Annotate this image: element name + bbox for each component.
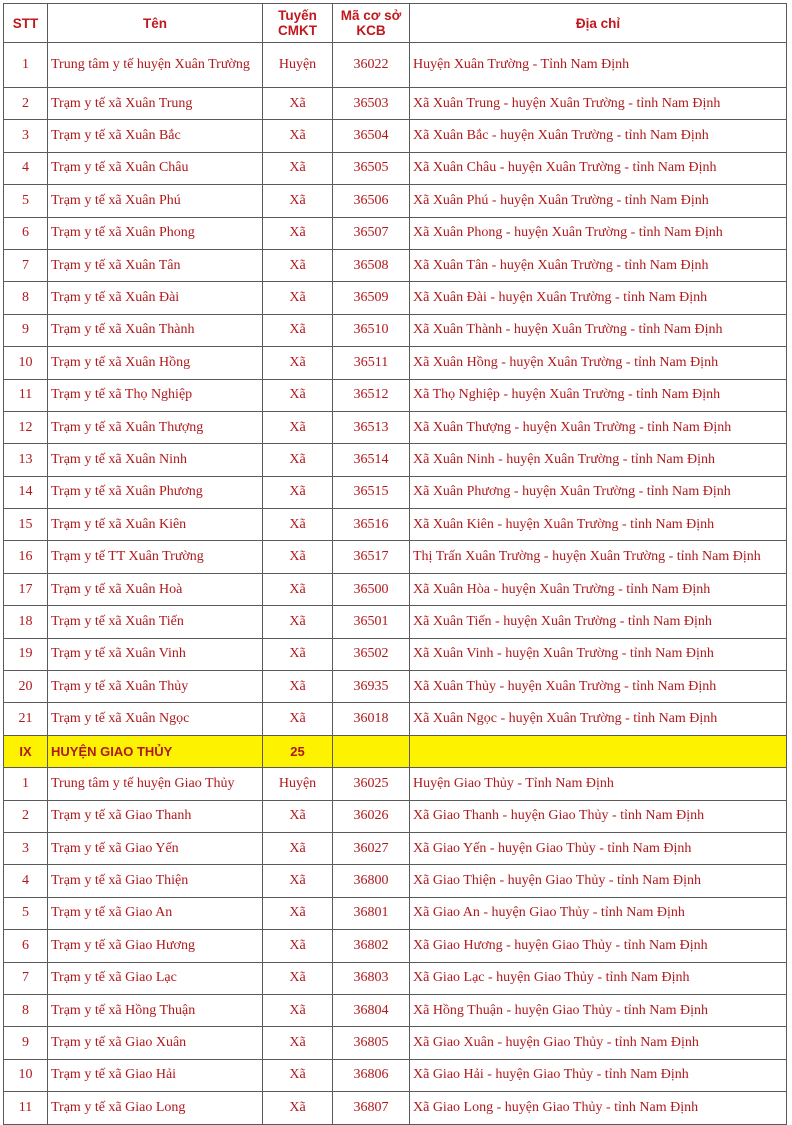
- table-row: [4, 185, 787, 217]
- cell-address: Xã Giao Thiện - huyện Giao Thủy - tỉnh Nam Định: [410, 865, 787, 897]
- cell-level: Xã: [263, 88, 333, 120]
- cell-code: 36504: [333, 120, 410, 152]
- cell-stt: 8: [4, 994, 48, 1026]
- cell-name: Trạm y tế xã Giao An: [48, 897, 263, 929]
- cell-level: Xã: [263, 573, 333, 605]
- cell-stt: 5: [4, 897, 48, 929]
- cell-stt: 15: [4, 509, 48, 541]
- cell-address: Xã Xuân Ninh - huyện Xuân Trường - tỉnh Nam Định: [410, 444, 787, 476]
- cell-name: Trạm y tế xã Giao Hải: [48, 1059, 263, 1091]
- cell-code: 36511: [333, 347, 410, 379]
- cell-address: Huyện Xuân Trường - Tỉnh Nam Định: [410, 43, 787, 88]
- cell-name: Trạm y tế xã Giao Thanh: [48, 800, 263, 832]
- cell-code: 36801: [333, 897, 410, 929]
- cell-name: Trạm y tế xã Xuân Đài: [48, 282, 263, 314]
- cell-code: 36025: [333, 768, 410, 800]
- cell-address: Xã Xuân Vinh - huyện Xuân Trường - tỉnh Nam Định: [410, 638, 787, 670]
- cell-name: Trạm y tế xã Xuân Phú: [48, 185, 263, 217]
- cell-stt: 6: [4, 930, 48, 962]
- header-address: Địa chỉ: [410, 4, 787, 43]
- header-name: Tên: [48, 4, 263, 43]
- cell-level: Xã: [263, 185, 333, 217]
- cell-name: Trạm y tế xã Giao Xuân: [48, 1027, 263, 1059]
- cell-stt: 9: [4, 314, 48, 346]
- table-row: [4, 930, 787, 962]
- cell-code: 36506: [333, 185, 410, 217]
- cell-stt: 10: [4, 347, 48, 379]
- cell-stt: 17: [4, 573, 48, 605]
- cell-code: 36512: [333, 379, 410, 411]
- table-row: [4, 1027, 787, 1059]
- table-row: [4, 832, 787, 864]
- table-row: [4, 88, 787, 120]
- cell-stt: 16: [4, 541, 48, 573]
- cell-level: Xã: [263, 832, 333, 864]
- cell-level: Xã: [263, 314, 333, 346]
- cell-stt: 20: [4, 671, 48, 703]
- section-row: [4, 735, 787, 767]
- cell-level: Xã: [263, 1092, 333, 1124]
- cell-stt: 13: [4, 444, 48, 476]
- cell-code: 36507: [333, 217, 410, 249]
- header-level: Tuyến CMKT: [263, 4, 333, 43]
- cell-code: 36800: [333, 865, 410, 897]
- cell-stt: 4: [4, 865, 48, 897]
- cell-name: Trạm y tế xã Xuân Vinh: [48, 638, 263, 670]
- cell-code: 36935: [333, 671, 410, 703]
- cell-stt: 1: [4, 43, 48, 88]
- cell-address: Xã Giao Hương - huyện Giao Thủy - tỉnh Nam Định: [410, 930, 787, 962]
- cell-address: Xã Giao Hải - huyện Giao Thủy - tỉnh Nam Định: [410, 1059, 787, 1091]
- cell-name: Trạm y tế xã Xuân Tiến: [48, 606, 263, 638]
- cell-name: HUYỆN GIAO THỦY: [48, 735, 263, 767]
- table-row: [4, 541, 787, 573]
- table-row: [4, 217, 787, 249]
- cell-address: Xã Xuân Phong - huyện Xuân Trường - tỉnh Nam Định: [410, 217, 787, 249]
- cell-code: 36500: [333, 573, 410, 605]
- cell-level: Xã: [263, 379, 333, 411]
- table-row: [4, 703, 787, 735]
- cell-code: 36026: [333, 800, 410, 832]
- cell-level: Xã: [263, 703, 333, 735]
- cell-name: Trạm y tế xã Xuân Châu: [48, 152, 263, 184]
- cell-code: 36802: [333, 930, 410, 962]
- cell-stt: 14: [4, 476, 48, 508]
- cell-address: [410, 735, 787, 767]
- cell-name: Trạm y tế xã Xuân Hoà: [48, 573, 263, 605]
- cell-level: Xã: [263, 541, 333, 573]
- table-row: [4, 671, 787, 703]
- cell-stt: 7: [4, 962, 48, 994]
- cell-name: Trạm y tế xã Giao Thiện: [48, 865, 263, 897]
- cell-code: 36805: [333, 1027, 410, 1059]
- cell-name: Trạm y tế xã Xuân Thủy: [48, 671, 263, 703]
- cell-address: Huyện Giao Thủy - Tỉnh Nam Định: [410, 768, 787, 800]
- table-row: [4, 152, 787, 184]
- cell-code: 36501: [333, 606, 410, 638]
- cell-level: Xã: [263, 962, 333, 994]
- table-row: [4, 476, 787, 508]
- cell-name: Trạm y tế xã Xuân Trung: [48, 88, 263, 120]
- table-row: [4, 444, 787, 476]
- table-row: [4, 282, 787, 314]
- cell-name: Trạm y tế xã Giao Lạc: [48, 962, 263, 994]
- cell-level: Huyện: [263, 43, 333, 88]
- cell-level: Xã: [263, 509, 333, 541]
- cell-address: Xã Giao Long - huyện Giao Thủy - tỉnh Nam Định: [410, 1092, 787, 1124]
- cell-stt: 18: [4, 606, 48, 638]
- cell-address: Xã Xuân Châu - huyện Xuân Trường - tỉnh Nam Định: [410, 152, 787, 184]
- cell-code: 36513: [333, 411, 410, 443]
- cell-stt: 7: [4, 249, 48, 281]
- cell-code: 36806: [333, 1059, 410, 1091]
- cell-code: 36514: [333, 444, 410, 476]
- cell-address: Xã Xuân Thành - huyện Xuân Trường - tỉnh Nam Định: [410, 314, 787, 346]
- table-row: [4, 606, 787, 638]
- cell-stt: 21: [4, 703, 48, 735]
- cell-level: Xã: [263, 411, 333, 443]
- cell-level: Xã: [263, 800, 333, 832]
- cell-name: Trung tâm y tế huyện Giao Thủy: [48, 768, 263, 800]
- cell-level: Huyện: [263, 768, 333, 800]
- cell-address: Xã Giao Thanh - huyện Giao Thủy - tỉnh Nam Định: [410, 800, 787, 832]
- cell-code: [333, 735, 410, 767]
- cell-address: Xã Giao Lạc - huyện Giao Thủy - tỉnh Nam Định: [410, 962, 787, 994]
- cell-name: Trạm y tế TT Xuân Trường: [48, 541, 263, 573]
- table-row: [4, 573, 787, 605]
- table-row: [4, 1092, 787, 1124]
- cell-code: 36505: [333, 152, 410, 184]
- cell-stt: 9: [4, 1027, 48, 1059]
- cell-stt: 8: [4, 282, 48, 314]
- cell-name: Trạm y tế xã Xuân Hồng: [48, 347, 263, 379]
- cell-code: 36503: [333, 88, 410, 120]
- cell-address: Xã Xuân Đài - huyện Xuân Trường - tỉnh Nam Định: [410, 282, 787, 314]
- cell-address: Xã Xuân Thượng - huyện Xuân Trường - tỉnh Nam Định: [410, 411, 787, 443]
- cell-level: Xã: [263, 120, 333, 152]
- cell-level: Xã: [263, 217, 333, 249]
- table-header-row: [4, 4, 787, 43]
- cell-stt: 6: [4, 217, 48, 249]
- cell-address: Thị Trấn Xuân Trường - huyện Xuân Trường - tỉnh Nam Định: [410, 541, 787, 573]
- cell-name: Trạm y tế xã Xuân Phong: [48, 217, 263, 249]
- table-row: [4, 994, 787, 1026]
- cell-name: Trạm y tế xã Xuân Tân: [48, 249, 263, 281]
- cell-address: Xã Giao An - huyện Giao Thủy - tỉnh Nam Định: [410, 897, 787, 929]
- cell-name: Trạm y tế xã Xuân Thành: [48, 314, 263, 346]
- cell-level: Xã: [263, 606, 333, 638]
- cell-level: Xã: [263, 444, 333, 476]
- table-row: [4, 638, 787, 670]
- cell-address: Xã Xuân Ngọc - huyện Xuân Trường - tỉnh Nam Định: [410, 703, 787, 735]
- cell-stt: 2: [4, 88, 48, 120]
- cell-level: Xã: [263, 1059, 333, 1091]
- table-row: [4, 897, 787, 929]
- cell-name: Trạm y tế xã Giao Yến: [48, 832, 263, 864]
- cell-name: Trung tâm y tế huyện Xuân Trường: [48, 43, 263, 88]
- cell-level: Xã: [263, 671, 333, 703]
- table-row: [4, 865, 787, 897]
- cell-address: Xã Giao Xuân - huyện Giao Thủy - tỉnh Nam Định: [410, 1027, 787, 1059]
- cell-code: 36803: [333, 962, 410, 994]
- cell-level: Xã: [263, 476, 333, 508]
- cell-code: 36508: [333, 249, 410, 281]
- cell-stt: IX: [4, 735, 48, 767]
- cell-name: Trạm y tế xã Hồng Thuận: [48, 994, 263, 1026]
- cell-name: Trạm y tế xã Xuân Bắc: [48, 120, 263, 152]
- cell-address: Xã Xuân Hòa - huyện Xuân Trường - tỉnh Nam Định: [410, 573, 787, 605]
- cell-stt: 19: [4, 638, 48, 670]
- cell-stt: 5: [4, 185, 48, 217]
- cell-name: Trạm y tế xã Giao Hương: [48, 930, 263, 962]
- cell-stt: 2: [4, 800, 48, 832]
- cell-code: 36804: [333, 994, 410, 1026]
- cell-code: 36509: [333, 282, 410, 314]
- cell-address: Xã Xuân Trung - huyện Xuân Trường - tỉnh Nam Định: [410, 88, 787, 120]
- cell-code: 36018: [333, 703, 410, 735]
- cell-stt: 3: [4, 832, 48, 864]
- cell-code: 36515: [333, 476, 410, 508]
- table-row: [4, 962, 787, 994]
- cell-stt: 3: [4, 120, 48, 152]
- cell-code: 36022: [333, 43, 410, 88]
- table-row: [4, 1059, 787, 1091]
- cell-code: 36502: [333, 638, 410, 670]
- cell-level: Xã: [263, 152, 333, 184]
- facility-table: [3, 3, 787, 1125]
- table-row: [4, 249, 787, 281]
- table-row: [4, 379, 787, 411]
- header-stt: STT: [4, 4, 48, 43]
- cell-level: Xã: [263, 994, 333, 1026]
- cell-address: Xã Xuân Phú - huyện Xuân Trường - tỉnh Nam Định: [410, 185, 787, 217]
- cell-address: Xã Xuân Thủy - huyện Xuân Trường - tỉnh Nam Định: [410, 671, 787, 703]
- cell-code: 36516: [333, 509, 410, 541]
- cell-address: Xã Xuân Hồng - huyện Xuân Trường - tỉnh Nam Định: [410, 347, 787, 379]
- cell-name: Trạm y tế xã Giao Long: [48, 1092, 263, 1124]
- table-row: [4, 43, 787, 88]
- cell-level: Xã: [263, 1027, 333, 1059]
- table-row: [4, 800, 787, 832]
- table-row: [4, 768, 787, 800]
- cell-address: Xã Xuân Bắc - huyện Xuân Trường - tỉnh Nam Định: [410, 120, 787, 152]
- cell-address: Xã Hồng Thuận - huyện Giao Thủy - tỉnh Nam Định: [410, 994, 787, 1026]
- cell-address: Xã Xuân Tiến - huyện Xuân Trường - tỉnh Nam Định: [410, 606, 787, 638]
- cell-code: 36027: [333, 832, 410, 864]
- cell-level: Xã: [263, 930, 333, 962]
- table-row: [4, 120, 787, 152]
- table-row: [4, 347, 787, 379]
- header-code: Mã cơ sở KCB: [333, 4, 410, 43]
- cell-stt: 4: [4, 152, 48, 184]
- table-row: [4, 411, 787, 443]
- cell-name: Trạm y tế xã Xuân Phương: [48, 476, 263, 508]
- table-row: [4, 314, 787, 346]
- cell-address: Xã Xuân Tân - huyện Xuân Trường - tỉnh Nam Định: [410, 249, 787, 281]
- cell-code: 36517: [333, 541, 410, 573]
- cell-level: Xã: [263, 865, 333, 897]
- cell-level: 25: [263, 735, 333, 767]
- cell-address: Xã Xuân Kiên - huyện Xuân Trường - tỉnh Nam Định: [410, 509, 787, 541]
- cell-address: Xã Giao Yến - huyện Giao Thủy - tỉnh Nam Định: [410, 832, 787, 864]
- cell-code: 36510: [333, 314, 410, 346]
- table-row: [4, 509, 787, 541]
- cell-address: Xã Xuân Phương - huyện Xuân Trường - tỉnh Nam Định: [410, 476, 787, 508]
- cell-name: Trạm y tế xã Thọ Nghiệp: [48, 379, 263, 411]
- cell-stt: 11: [4, 379, 48, 411]
- cell-level: Xã: [263, 638, 333, 670]
- cell-stt: 10: [4, 1059, 48, 1091]
- cell-level: Xã: [263, 897, 333, 929]
- cell-name: Trạm y tế xã Xuân Thượng: [48, 411, 263, 443]
- cell-stt: 1: [4, 768, 48, 800]
- cell-name: Trạm y tế xã Xuân Kiên: [48, 509, 263, 541]
- cell-name: Trạm y tế xã Xuân Ninh: [48, 444, 263, 476]
- cell-level: Xã: [263, 249, 333, 281]
- cell-address: Xã Thọ Nghiệp - huyện Xuân Trường - tỉnh Nam Định: [410, 379, 787, 411]
- cell-level: Xã: [263, 282, 333, 314]
- cell-stt: 12: [4, 411, 48, 443]
- cell-stt: 11: [4, 1092, 48, 1124]
- cell-level: Xã: [263, 347, 333, 379]
- cell-code: 36807: [333, 1092, 410, 1124]
- cell-name: Trạm y tế xã Xuân Ngọc: [48, 703, 263, 735]
